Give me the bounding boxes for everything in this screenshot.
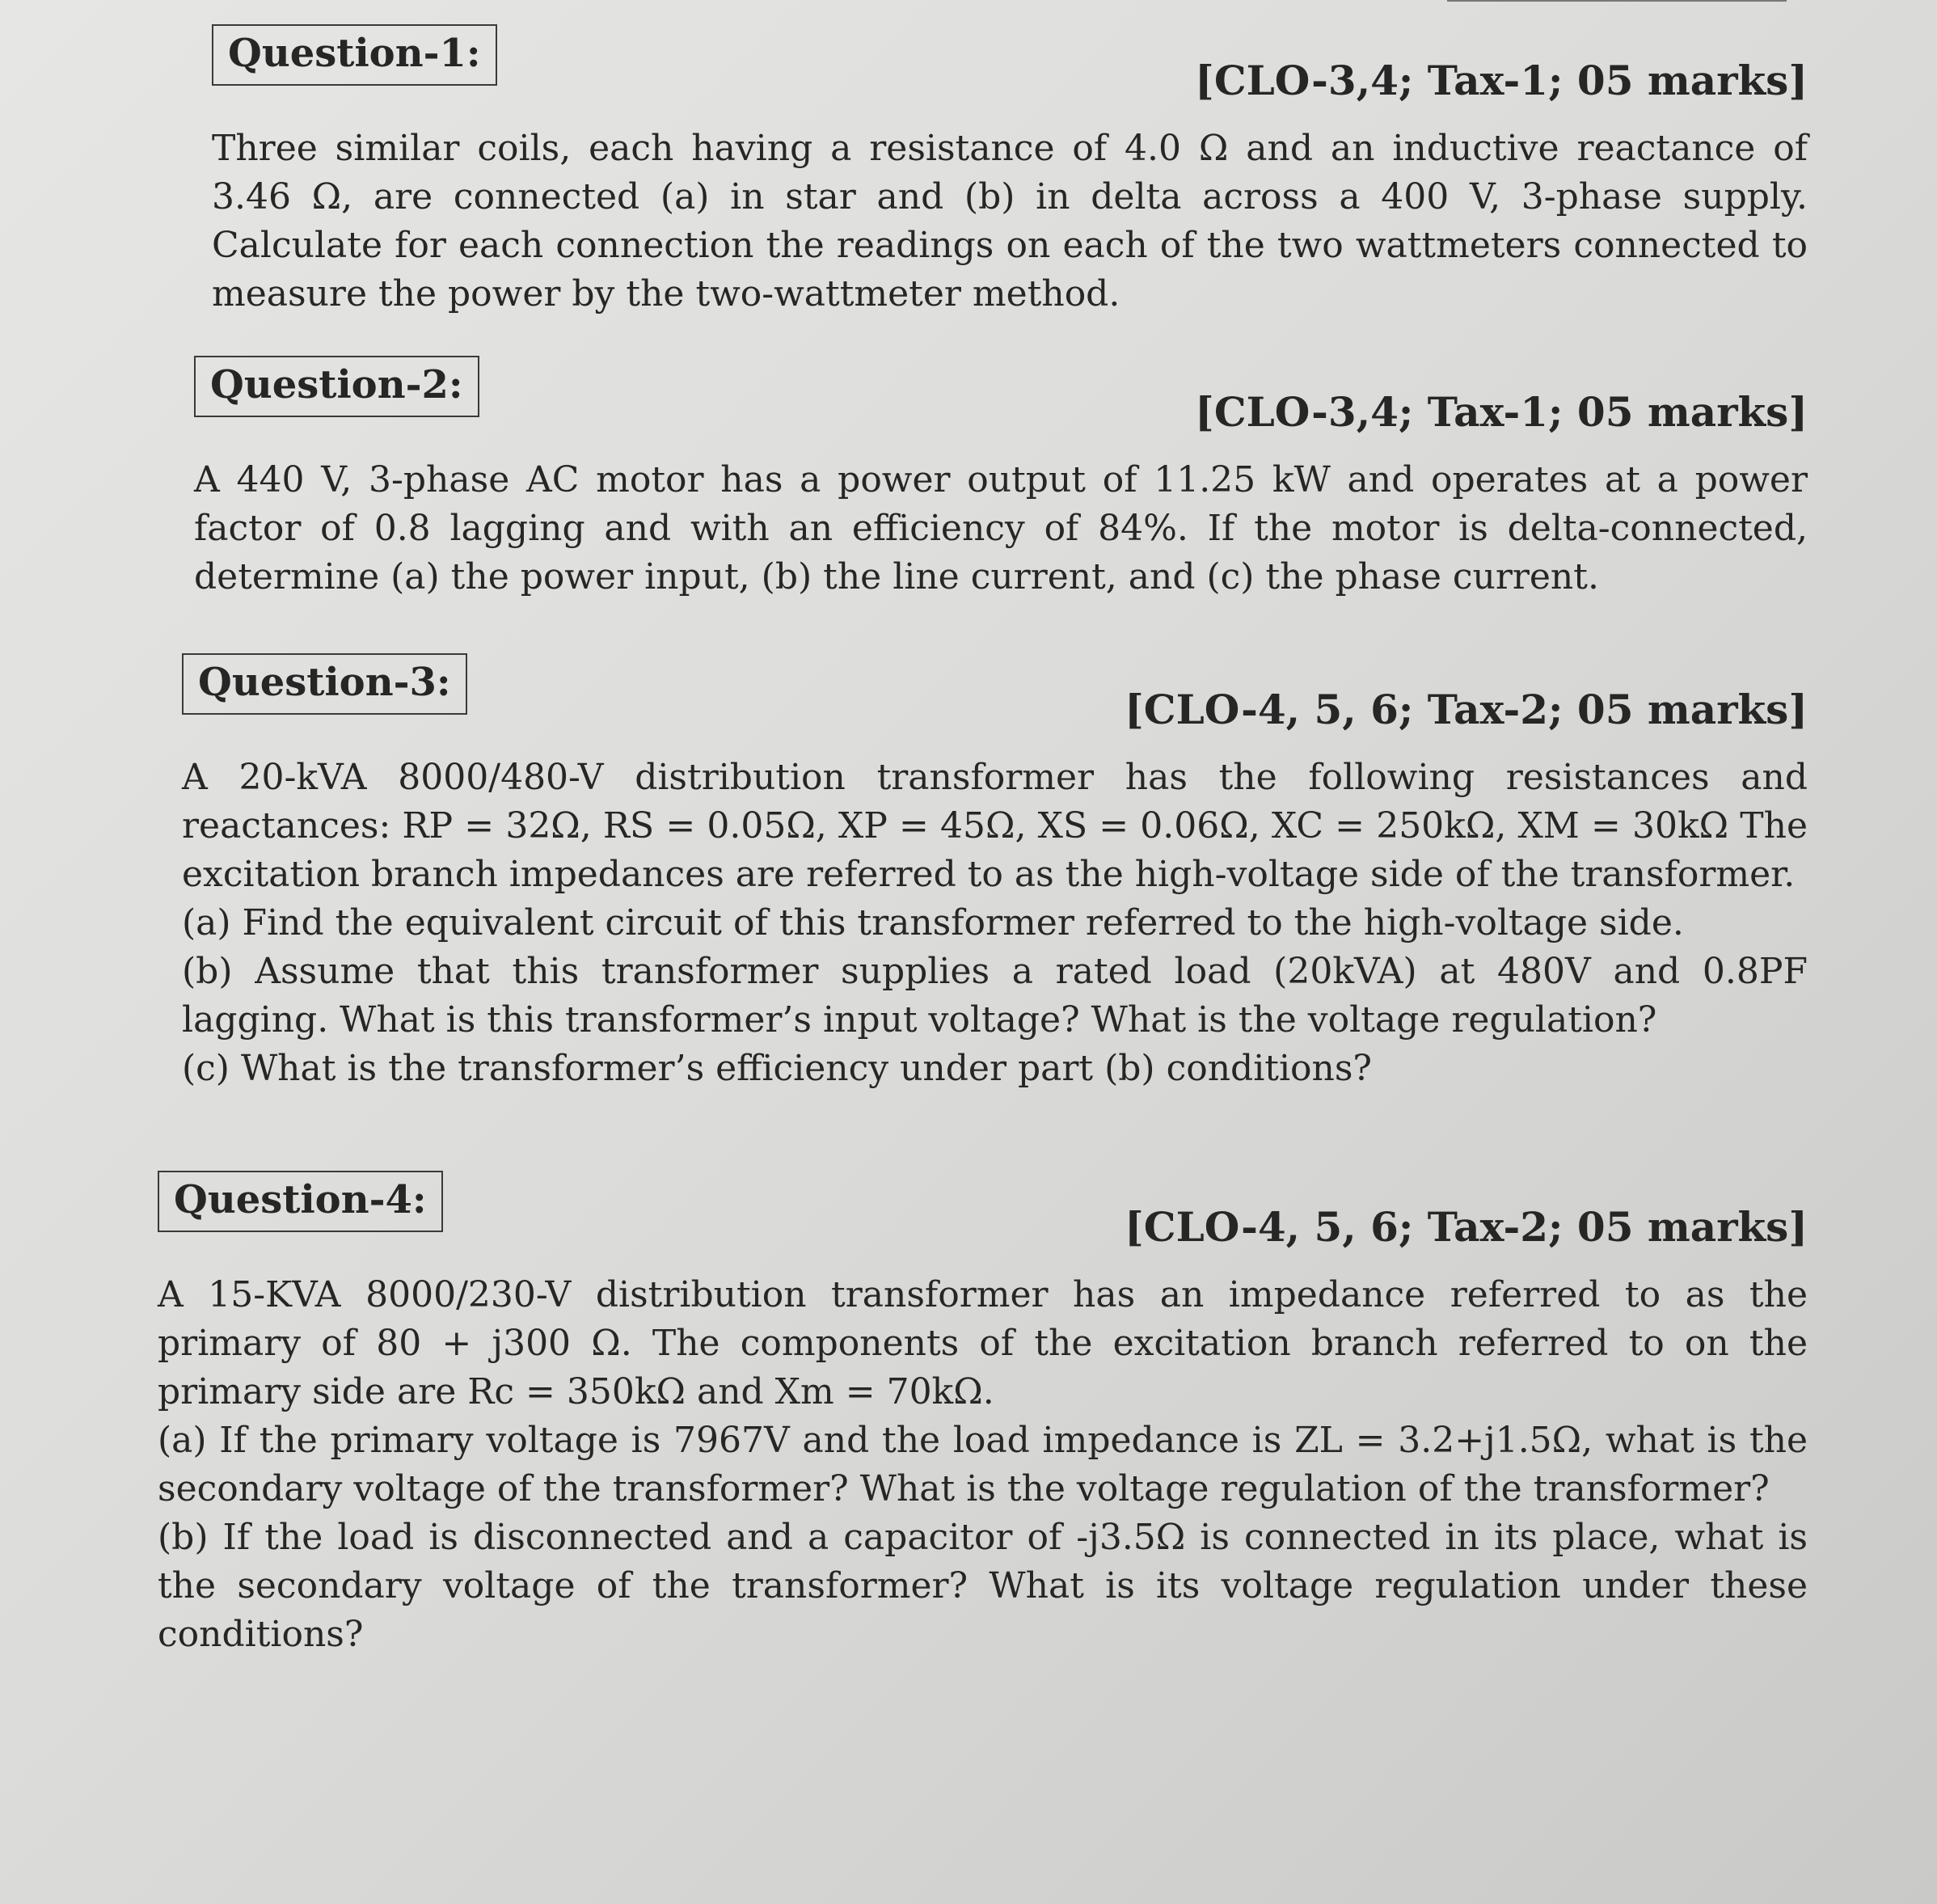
question-meta: [CLO-4, 5, 6; Tax-2; 05 marks] (1125, 686, 1808, 733)
question-meta: [CLO-4, 5, 6; Tax-2; 05 marks] (1125, 1203, 1808, 1251)
question-meta: [CLO-3,4; Tax-1; 05 marks] (1195, 57, 1808, 104)
question-part-a: (a) If the primary voltage is 7967V and the load impedance is ZL = 3.2+j1.5Ω, what is the secondary voltage of the transformer? What is the voltage regulation of the transformer? (158, 1420, 1808, 1509)
question-header (182, 653, 1808, 750)
question-1 (212, 24, 1808, 319)
question-label: Question-1: (212, 24, 497, 86)
question-part-b: (b) If the load is disconnected and a capacitor of -j3.5Ω is connected in its place, what is the secondary voltage of the transformer? What is its voltage regulation under these conditions? (158, 1517, 1808, 1655)
question-part-a: (a) Find the equivalent circuit of this transformer referred to the high-voltage side. (182, 902, 1684, 944)
question-paragraph: A 15-KVA 8000/230-V distribution transformer has an impedance referred to as the primary of 80 + j300 Ω. The components of the excitation branch referred to on the primary side are Rc = 350kΩ and Xm = 70kΩ. (158, 1274, 1808, 1412)
top-rule (1447, 0, 1787, 2)
question-paragraph: Three similar coils, each having a resistance of 4.0 Ω and an inductive reactance of 3.46 Ω, are connected (a) in star and (b) in delta across a 400 V, 3-phase supply. Calculate for each connection the readings on each of the two wattmeters connected to measure the power by the two-wattmeter method. (212, 128, 1808, 315)
question-text (212, 125, 1808, 319)
question-text (158, 1271, 1808, 1659)
question-part-b: (b) Assume that this transformer supplies a rated load (20kVA) at 480V and 0.8PF lagging. What is this transformer’s input voltage? What is the voltage regulation? (182, 951, 1808, 1041)
question-text (182, 754, 1808, 1093)
question-3 (182, 653, 1808, 1093)
question-text (194, 456, 1808, 602)
question-paragraph: A 440 V, 3-phase AC motor has a power output of 11.25 kW and operates at a power factor of 0.8 lagging and with an efficiency of 84%. If the motor is delta-connected, determine (a) the power input, (b) the line current, and (c) the phase current. (194, 459, 1808, 597)
question-paragraph: A 20-kVA 8000/480-V distribution transformer has the following resistances and reactances: RP = 32Ω, RS = 0.05Ω, XP = 45Ω, XS = 0.06Ω, XC = 250kΩ, XM = 30kΩ The excitation branch impedances are referred to as the high-voltage side of the transformer. (182, 757, 1808, 895)
question-label: Question-3: (182, 653, 467, 715)
question-4 (158, 1171, 1808, 1659)
question-header (194, 356, 1808, 453)
question-meta: [CLO-3,4; Tax-1; 05 marks] (1195, 388, 1808, 436)
question-part-c: (c) What is the transformer’s efficiency under part (b) conditions? (182, 1048, 1373, 1089)
question-label: Question-2: (194, 356, 479, 417)
question-2 (194, 356, 1808, 602)
question-label: Question-4: (158, 1171, 443, 1232)
question-header (158, 1171, 1808, 1268)
question-header (212, 24, 1808, 121)
